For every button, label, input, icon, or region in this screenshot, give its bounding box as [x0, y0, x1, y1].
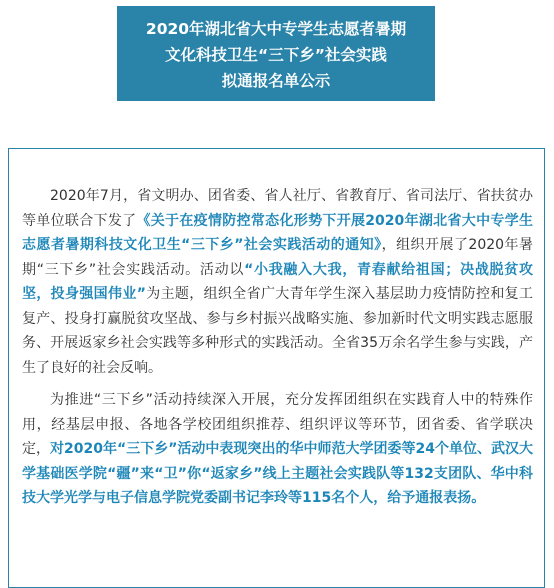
notice-title-link: 《关于在疫情防控常态化形势下开展2020年湖北省大中专学生志愿者暑期科技文化卫生“三下乡”社会实践活动的通知》 [22, 212, 534, 253]
paragraph-1-text: ，组织开展了2020年暑期“三下乡”社会实践活动。活动以 [22, 237, 533, 278]
title-banner [117, 6, 435, 101]
paragraph-2-text: 为推进“三下乡”活动持续深入开展，充分发挥团组织在实践育人中的特殊作用，经基层申报、各地各学校团组织推荐、组织评议等环节，团省委、省学联决定， [22, 392, 533, 457]
title-line-3: 拟通报名单公示 [221, 72, 331, 90]
activity-theme: “小我融入大我，青春献给祖国；决战脱贫攻坚，投身强国伟业” [22, 261, 533, 302]
paragraph-1-text: 2020年7月，省文明办、团省委、省人社厅、省教育厅、省司法厅、省扶贫办等单位联合下发了 [22, 188, 533, 229]
paragraph-1-text: 为主题，组织全省广大青年学生深入基层助力疫情防控和复工复产、投身打赢脱贫攻坚战、参与乡村振兴战略实施、参加新时代文明实践志愿服务、开展返家乡社会实践等多种形式的实践活动。全省35万余名学生参与实践，产生了良好的社会反响。 [22, 286, 534, 376]
paragraph-2 [22, 388, 533, 511]
paragraph-1 [22, 184, 533, 380]
article-body [22, 184, 533, 511]
title-line-1: 2020年湖北省大中专学生志愿者暑期 [145, 20, 407, 38]
title-line-2: 文化科技卫生“三下乡”社会实践 [165, 46, 387, 64]
commendation-summary: 对2020年“三下乡”活动中表现突出的华中师范大学团委等24个单位、武汉大学基础医学院“疆”来“卫”你“返家乡”线上主题社会实践队等132支团队、华中科技大学光学与电子信息学院党委副书记李玲等115名个人，给予通报表扬。 [22, 441, 533, 506]
